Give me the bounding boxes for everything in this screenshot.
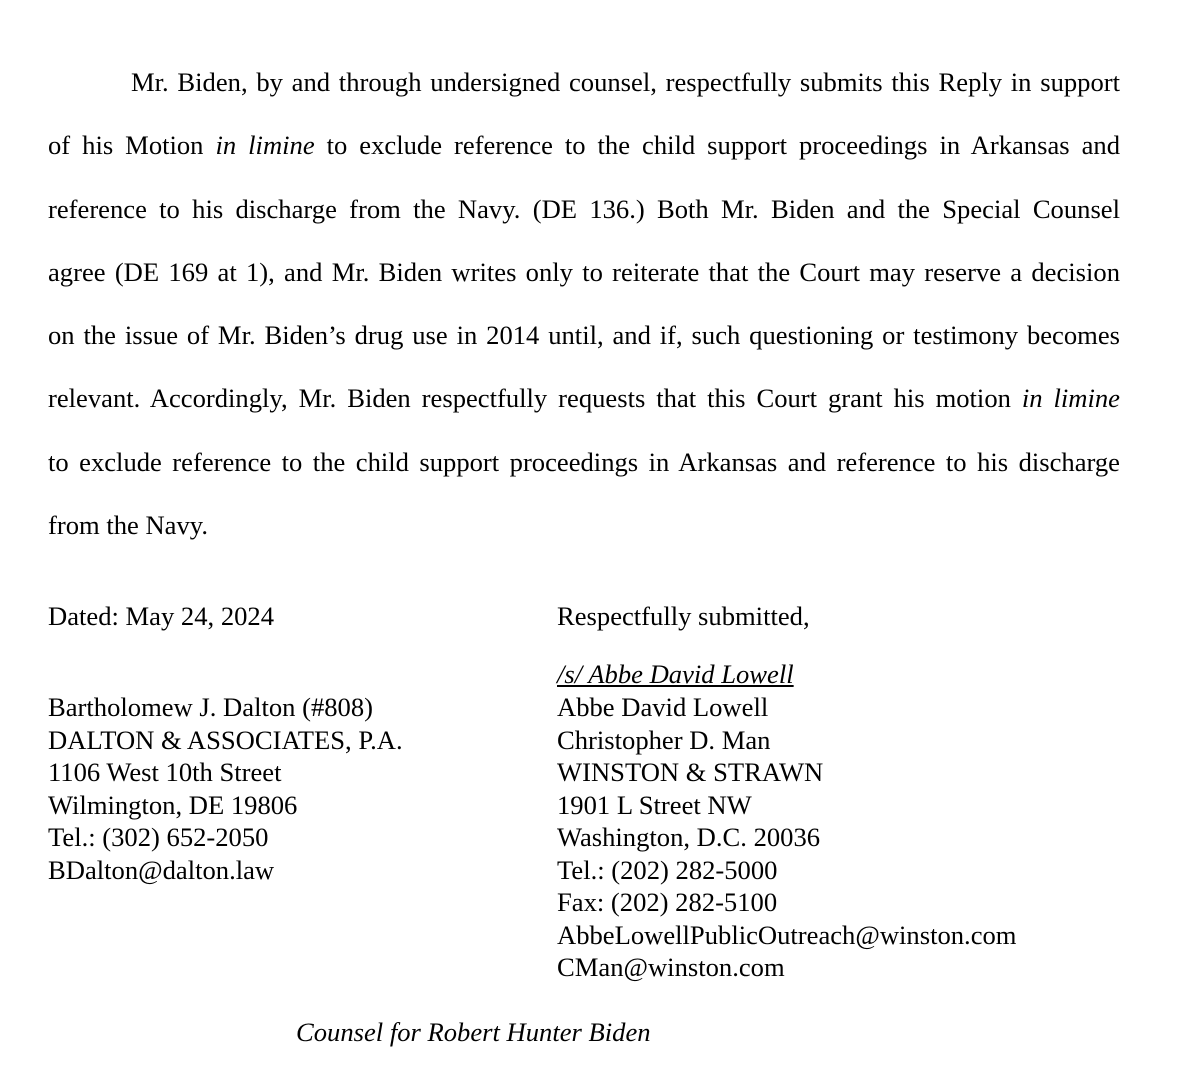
dalton-city: Wilmington, DE 19806 bbox=[48, 789, 298, 820]
right-address-block bbox=[557, 691, 1017, 984]
winston-phone: Tel.: (202) 282-5000 bbox=[557, 854, 778, 885]
in-limine-italic: in limine bbox=[215, 130, 315, 160]
paragraph-line-4: agree (DE 169 at 1), and Mr. Biden writes only to reiterate that the Court may reserve a decision bbox=[48, 257, 1120, 287]
man-name: Christopher D. Man bbox=[557, 724, 771, 755]
paragraph-line-3: reference to his discharge from the Navy. (DE 136.) Both Mr. Biden and the Special Counsel bbox=[48, 194, 1120, 224]
winston-fax: Fax: (202) 282-5100 bbox=[557, 887, 778, 917]
paragraph-line-1: Mr. Biden, by and through undersigned counsel, respectfully submits this Reply in support bbox=[131, 67, 1120, 97]
left-address-block bbox=[48, 691, 403, 886]
paragraph-line-5: on the issue of Mr. Biden’s drug use in 2014 until, and if, such questioning or testimony becomes bbox=[48, 320, 1120, 350]
man-email: CMan@winston.com bbox=[557, 952, 785, 982]
dalton-firm: DALTON & ASSOCIATES, P.A. bbox=[48, 724, 403, 755]
winston-street: 1901 L Street NW bbox=[557, 789, 752, 820]
lowell-name: Abbe David Lowell bbox=[557, 692, 769, 722]
winston-firm: WINSTON & STRAWN bbox=[557, 757, 824, 787]
dated-line: Dated: May 24, 2024 bbox=[48, 601, 275, 631]
in-limine-italic-2: in limine bbox=[1021, 383, 1120, 413]
dalton-name: Bartholomew J. Dalton (#808) bbox=[48, 692, 373, 722]
paragraph-line-2: of his Motion in limine to exclude reference to the child support proceedings in Arkansas and bbox=[48, 130, 1120, 160]
dalton-street: 1106 West 10th Street bbox=[48, 757, 282, 787]
paragraph-line-8: from the Navy. bbox=[48, 510, 209, 540]
dalton-email: BDalton@dalton.law bbox=[48, 854, 275, 885]
paragraph-line-7: to exclude reference to the child support proceedings in Arkansas and reference to his discharge bbox=[48, 447, 1120, 477]
signature: /s/ Abbe David Lowell bbox=[557, 659, 794, 689]
lowell-email: AbbeLowellPublicOutreach@winston.com bbox=[557, 919, 1017, 950]
closing-line: Respectfully submitted, bbox=[557, 601, 810, 631]
counsel-for-line: Counsel for Robert Hunter Biden bbox=[296, 1017, 651, 1047]
paragraph-line-6: relevant. Accordingly, Mr. Biden respectfully requests that this Court grant his motion in limine bbox=[48, 383, 1120, 413]
winston-city: Washington, D.C. 20036 bbox=[557, 822, 821, 852]
dalton-phone: Tel.: (302) 652-2050 bbox=[48, 822, 269, 852]
